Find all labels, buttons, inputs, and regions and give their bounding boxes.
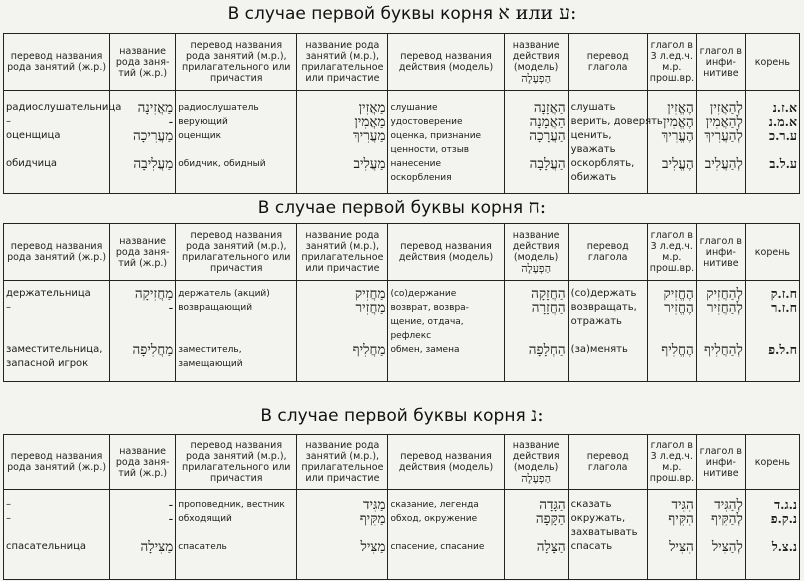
table-cell (388, 281, 504, 382)
column-header (504, 224, 568, 281)
cell-line: оценщик (178, 131, 222, 141)
cell-line: оскорблять, (570, 158, 635, 169)
cell-line (112, 526, 173, 540)
table-cell (504, 91, 568, 194)
table-cell (568, 490, 647, 580)
cell-line: возвращающий (178, 303, 253, 313)
table-cell (745, 91, 799, 194)
column-header-label: глагол в 3 л.ед.ч. м.р. прош.вр. (649, 40, 695, 84)
cell-line: לְהַחֲזִיק (706, 286, 743, 302)
cell-line: נ.ק.פ (770, 511, 797, 526)
cell-line: – (6, 302, 11, 313)
cell-line: הֶעֱרִיךְ (661, 128, 694, 144)
cell-line: ח.ל.פ (768, 342, 797, 357)
cell-line: הַעֲלָבָה (529, 156, 566, 172)
cell-line: заместительница, (6, 344, 103, 355)
cell-line (178, 143, 294, 157)
heading-letters: א или ע: (498, 2, 577, 24)
column-header (647, 224, 696, 281)
cell-line: сказание, легенда (390, 500, 479, 510)
table-cell (4, 490, 110, 580)
verb-table (3, 434, 800, 580)
cell-line: (со)держать (570, 288, 637, 299)
cell-line (178, 315, 294, 329)
table-cell (647, 281, 696, 382)
cell-line (748, 329, 797, 343)
cell-line: удостоверение (390, 117, 463, 127)
column-header-label: название рода занятий (м.р.), прилагательное или причастие (301, 230, 384, 274)
column-header-label: название рода занятий (ж.р.) (115, 445, 170, 479)
cell-line: оскорбления (390, 173, 452, 183)
cell-line: הַצָּלָה (536, 539, 566, 555)
table-cell (110, 91, 176, 194)
cell-line: радиослушательница (6, 102, 122, 113)
cell-line (650, 526, 694, 540)
column-header (568, 224, 647, 281)
cell-line: הִצִּיל (669, 539, 694, 555)
table-cell (647, 91, 696, 194)
verb-table (3, 223, 800, 382)
column-header (297, 435, 388, 490)
column-header-label: глагол в 3 л.ед.ч. м.р. прош.вр. (649, 440, 695, 484)
cell-line: לְהַחֲזִיר (706, 300, 743, 316)
column-header (568, 34, 647, 91)
cell-line (748, 143, 797, 157)
cell-line (507, 315, 566, 329)
column-header (4, 435, 110, 490)
cell-line: לְהַגִּיד (714, 497, 743, 513)
column-header (176, 224, 297, 281)
heading-text: В случае первой буквы корня (260, 406, 526, 426)
column-header-label: корень (754, 246, 791, 258)
column-header-label: перевод названия действия (модель) (398, 451, 494, 473)
cell-line: радиослушатель (178, 103, 259, 113)
column-header (504, 34, 568, 91)
cell-line (699, 143, 743, 157)
column-header (568, 435, 647, 490)
cell-line: לְהַאֲמִין (705, 114, 743, 130)
cell-line: מַחֲזִיר (355, 300, 386, 316)
heading-letters: ח: (528, 196, 547, 218)
cell-line: обижать (570, 172, 617, 183)
cell-line: מַצִּיל (360, 539, 386, 555)
column-header (297, 34, 388, 91)
cell-line: спасатель (178, 542, 227, 552)
table-cell (504, 490, 568, 580)
cell-line: מַעֲרִיכָה (133, 128, 174, 144)
verb-table (3, 33, 800, 194)
cell-line: - (168, 300, 174, 316)
cell-line: לְהַאֲזִין (709, 100, 743, 116)
column-header-label: перевод глагола (586, 451, 629, 473)
cell-line (178, 329, 294, 343)
cell-line: оценка, признание (390, 131, 482, 141)
cell-line: מַאֲמִין (354, 114, 386, 130)
cell-line: слушание (390, 103, 438, 113)
column-header (110, 435, 176, 490)
cell-line: - (168, 497, 174, 513)
header-row (4, 224, 800, 281)
heading-text: В случае первой буквы корня (257, 198, 524, 218)
cell-line: (со)держание (390, 289, 457, 299)
column-header-label: корень (754, 56, 791, 68)
cell-line: слушать (570, 102, 616, 113)
cell-line: – (6, 499, 11, 510)
cell-line: проповедник, вестник (178, 500, 285, 510)
table-cell (297, 490, 388, 580)
cell-line (6, 526, 107, 540)
cell-line: מַצִּילָה (140, 539, 174, 555)
cell-line (112, 329, 173, 343)
cell-line: - (168, 511, 174, 527)
header-row (4, 435, 800, 490)
table-cell (568, 281, 647, 382)
column-header (4, 224, 110, 281)
cell-line (650, 315, 694, 329)
cell-line: верующий (178, 117, 228, 127)
column-header (745, 435, 799, 490)
column-header-label: название действия (модель) (512, 39, 560, 73)
cell-line: (за)менять (570, 344, 628, 355)
cell-line: возвращать, (570, 302, 637, 313)
cell-line: замещающий (178, 359, 243, 369)
cell-line: מַחֲזִיקָה (134, 286, 174, 302)
header-row (4, 34, 800, 91)
cell-line: הַחֲזָקָה (531, 286, 566, 302)
column-header-label: перевод глагола (586, 241, 629, 263)
column-header (388, 34, 504, 91)
table-cell (176, 281, 297, 382)
cell-line: спасение, спасание (390, 542, 485, 552)
column-header-label: название рода занятий (м.р.), прилагательное или причастие (301, 40, 384, 84)
cell-line: לְהַעֲלִיב (704, 156, 743, 172)
column-header (297, 224, 388, 281)
table-cell (696, 281, 745, 382)
column-header-label: название действия (модель) (512, 229, 560, 263)
cell-line: верить, доверять (570, 116, 663, 127)
column-header (176, 34, 297, 91)
cell-line: захватывать (570, 527, 638, 538)
cell-line (748, 315, 797, 329)
cell-line (650, 329, 694, 343)
cell-line: ценности, отзыв (390, 145, 470, 155)
cell-line (507, 526, 566, 540)
column-header-label: глагол в инфинитиве (699, 235, 743, 269)
cell-line: א.ז.נ (772, 100, 797, 115)
cell-line (650, 143, 694, 157)
cell-line: запасной игрок (6, 358, 89, 369)
cell-line (6, 329, 107, 343)
cell-line: заместитель, (178, 345, 242, 355)
column-header-label: перевод названия рода занятий (м.р.), прилагательного или причастия (182, 230, 291, 274)
table-cell (4, 281, 110, 382)
table-cell (568, 91, 663, 194)
column-header-label: глагол в инфинитиве (699, 445, 743, 479)
cell-line (299, 143, 385, 157)
cell-line: обходящий (178, 514, 232, 524)
column-header (647, 435, 696, 490)
column-header-hebrew: הַפְעָלָה (521, 261, 552, 275)
column-header (647, 34, 696, 91)
cell-line (507, 143, 566, 157)
cell-line: оценщица (6, 130, 61, 141)
table-cell (388, 91, 504, 194)
cell-line: א.מ.נ (768, 114, 797, 129)
section-heading (0, 2, 804, 25)
cell-line: מַאֲזִין (358, 100, 386, 116)
column-header-label: глагол в 3 л.ед.ч. м.р. прош.вр. (649, 230, 695, 274)
cell-line (299, 329, 385, 343)
cell-line: держатель (акций) (178, 289, 270, 299)
cell-line (299, 315, 385, 329)
cell-line: הֶאֱמִין (662, 114, 694, 130)
cell-line (6, 315, 107, 329)
cell-line: ע.ר.כ (768, 128, 797, 143)
table-cell (297, 281, 388, 382)
table-cell (176, 91, 297, 194)
column-header-label: название рода занятий (ж.р.) (115, 45, 170, 79)
cell-line (699, 526, 743, 540)
section-heading (0, 404, 804, 427)
cell-line: ценить, (570, 130, 612, 141)
cell-line: מַחֲזִיק (354, 286, 386, 302)
cell-line: מַחֲלִיף (352, 342, 386, 358)
column-header-label: перевод названия рода занятий (ж.р.) (7, 51, 107, 73)
table-cell (176, 490, 297, 580)
cell-line: возврат, возвра- (390, 303, 469, 313)
table-cell (696, 91, 745, 194)
table-cell (745, 281, 799, 382)
heading-text: В случае первой буквы корня (227, 4, 493, 24)
table-row (4, 281, 800, 382)
cell-line: הַחְלָפָה (528, 342, 566, 358)
cell-line: הַאֲזָנָה (533, 100, 566, 116)
cell-line: рефлекс (390, 331, 432, 341)
cell-line (699, 315, 743, 329)
cell-line: מַגִּיד (362, 497, 386, 513)
table-cell (504, 281, 568, 382)
cell-line (507, 329, 566, 343)
cell-line: הֶאֱזִין (667, 100, 694, 116)
column-header (110, 224, 176, 281)
cell-line: הַאֲמָנָה (529, 114, 566, 130)
cell-line: מַעֲלִיב (353, 156, 386, 172)
column-header-label: название рода занятий (ж.р.) (115, 235, 170, 269)
cell-line: обмен, замена (390, 345, 460, 355)
column-header-label: перевод названия рода занятий (м.р.), прилагательного или причастия (182, 40, 291, 84)
cell-line (112, 143, 173, 157)
column-header (504, 435, 568, 490)
column-header-label: перевод названия действия (модель) (398, 51, 494, 73)
cell-line: – (6, 513, 11, 524)
table-row (4, 91, 800, 194)
column-header (4, 34, 110, 91)
cell-line: מַחֲלִיפָה (132, 342, 174, 358)
cell-line: окружать, (570, 513, 626, 524)
column-header (745, 34, 799, 91)
column-header-label: перевод названия рода занятий (ж.р.) (7, 241, 107, 263)
section-heading (0, 196, 804, 219)
column-header-label: перевод глагола (586, 51, 629, 73)
cell-line: מַעֲלִיבָה (133, 156, 174, 172)
cell-line (178, 526, 294, 540)
column-header (110, 34, 176, 91)
column-header (176, 435, 297, 490)
cell-line: הִקִּיף (668, 511, 694, 527)
cell-line: לְהַקִּיף (711, 511, 743, 527)
cell-line: сказать (570, 499, 612, 510)
column-header-label: корень (754, 456, 791, 468)
cell-line: щение, отдача, (390, 317, 464, 327)
column-header-label: перевод названия действия (модель) (398, 241, 494, 263)
heading-letters: נ: (531, 404, 544, 426)
cell-line: ח.ז.ר (771, 300, 797, 315)
column-header-label: перевод названия рода занятий (ж.р.) (7, 451, 107, 473)
cell-line: ע.ל.ב (769, 156, 797, 171)
cell-line: уважать (570, 144, 616, 155)
table-cell (4, 91, 122, 194)
cell-line: держательница (6, 288, 91, 299)
cell-line (299, 526, 385, 540)
table-cell (297, 91, 388, 194)
cell-line: הֶחֱזִיר (664, 300, 694, 316)
cell-line: נ.ג.ד (774, 497, 797, 512)
cell-line: מַקִּיף (359, 511, 386, 527)
column-header (745, 224, 799, 281)
column-header (388, 224, 504, 281)
cell-line: הִגִּיד (671, 497, 694, 513)
cell-line: обидчица (6, 158, 58, 169)
cell-line: отражать (570, 316, 622, 327)
cell-line: הַגָּדָה (539, 497, 566, 513)
cell-line: ח.ז.ק (770, 286, 797, 301)
cell-line (571, 329, 645, 343)
cell-line: מַעֲרִיךְ (353, 128, 386, 144)
cell-line: спасательница (6, 541, 87, 552)
column-header-label: глагол в инфинитиве (699, 45, 743, 79)
column-header-label: название рода занятий (м.р.), прилагательное или причастие (301, 440, 384, 484)
cell-line: הֶחֱזִיק (663, 286, 694, 302)
cell-line (699, 329, 743, 343)
column-header-hebrew: הַפְעָלָה (521, 471, 552, 485)
column-header (388, 435, 504, 490)
table-cell (388, 490, 504, 580)
cell-line: обход, окружение (390, 514, 478, 524)
column-header-label: перевод названия рода занятий (м.р.), прилагательного или причастия (182, 440, 291, 484)
column-header (696, 34, 745, 91)
cell-line: לְהַצִּיל (711, 539, 743, 555)
cell-line: לְהַחֲלִיף (703, 342, 743, 358)
column-header-hebrew: הַפְעָלָה (521, 71, 552, 85)
cell-line: - (168, 114, 174, 130)
cell-line: הַעֲרָכָה (529, 128, 566, 144)
cell-line: – (6, 116, 11, 127)
table-cell (696, 490, 745, 580)
table-cell (745, 490, 799, 580)
cell-line (748, 526, 797, 540)
cell-line: הֶחֱלִיף (661, 342, 694, 358)
cell-line (112, 315, 173, 329)
column-header-label: название действия (модель) (512, 439, 560, 473)
cell-line: לְהַעֲרִיךְ (704, 128, 743, 144)
cell-line: הֶעֱלִיב (662, 156, 694, 172)
cell-line: нанесение (390, 159, 442, 169)
cell-line (6, 143, 107, 157)
column-header (696, 435, 745, 490)
cell-line: מַאֲזִינָה (137, 100, 174, 116)
table-cell (647, 490, 696, 580)
cell-line: נ.צ.ל (771, 539, 797, 554)
cell-line (390, 526, 501, 540)
column-header (696, 224, 745, 281)
cell-line: הַקָּפָה (535, 511, 566, 527)
table-cell (110, 490, 176, 580)
table-cell (110, 281, 176, 382)
cell-line: обидчик, обидный (178, 159, 266, 169)
cell-line: спасать (570, 541, 613, 552)
table-row (4, 490, 800, 580)
cell-line: הַחֲזָרָה (531, 300, 566, 316)
